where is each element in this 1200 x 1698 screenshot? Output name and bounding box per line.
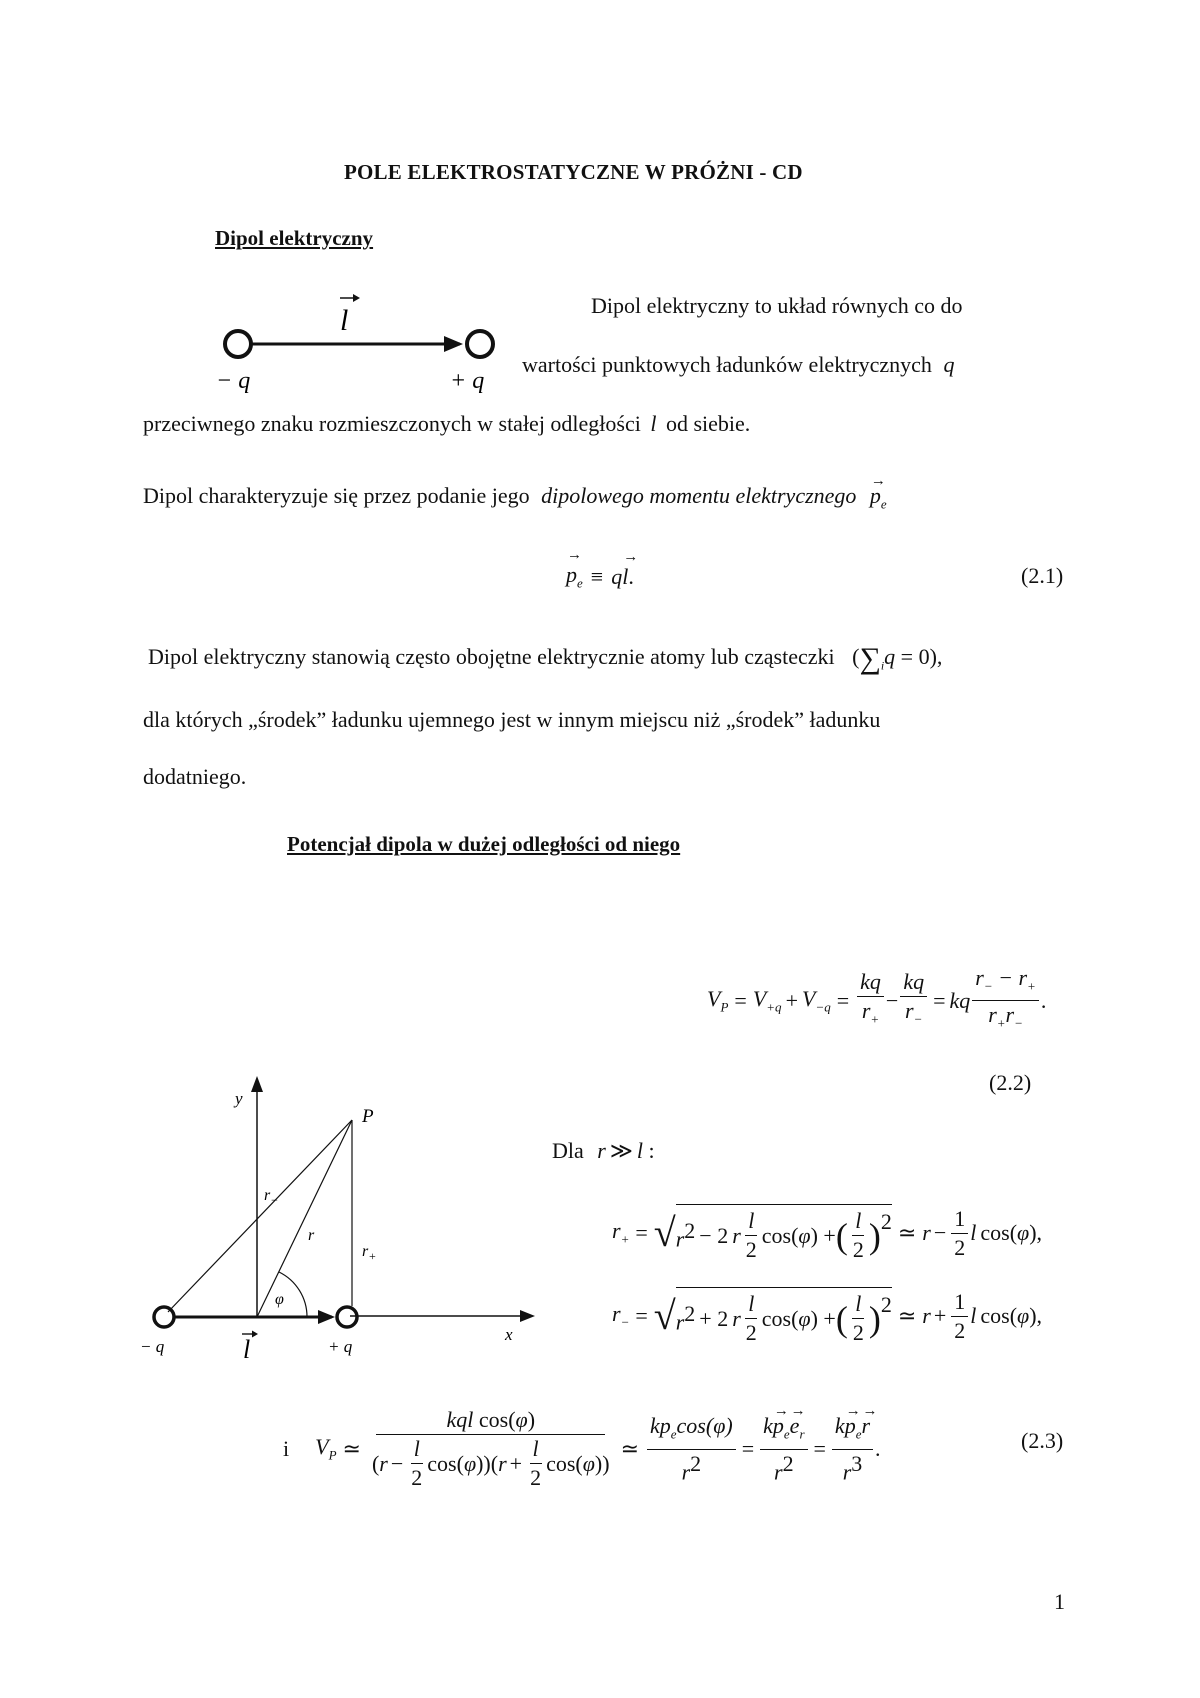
paragraph-3-line-2: dla których „środek” ładunku ujemnego jest w innym miejscu niż „środek” ładunku <box>143 707 881 732</box>
equation-2-1: → $p_e$ ≡ q→ l . <box>566 562 634 591</box>
negative-charge-circle <box>154 1307 174 1327</box>
plus-q-label: + q <box>328 1337 353 1356</box>
paragraph-2: Dipol charakteryzuje się przez podanie jego dipolowego momentu elektrycznego → $p_e$ <box>143 482 887 518</box>
page-title: POLE ELEKTROSTATYCZNE W PRÓŻNI - CD <box>344 160 803 184</box>
vector-l-label: l <box>243 1335 251 1364</box>
phi-label: φ <box>275 1291 284 1308</box>
equation-number-2-3: (2.3) <box>1021 1428 1064 1453</box>
equation-r-plus: $r_+$ = √ $r^2$ − 2 r $\frac{l}{2}$ cos( φ ) + ( $\frac{l}{2}$ ) 2 ≃ r − $\frac{1}{2}$ l cos( φ ), <box>612 1205 1043 1262</box>
paragraph-1-line-1: Dipol elektryczny to układ równych co do <box>591 293 963 318</box>
positive-charge-circle <box>337 1307 357 1327</box>
r-minus-label: $r_-$ <box>264 1187 279 1207</box>
dipole-moment-symbol: → $p_e$ <box>870 483 887 508</box>
equation-2-3: i $V_P$ ≃ kql cos(φ) ( r − $\frac{l}{2}$ cos( φ ))( r + $\frac{l}{2}$ cos( φ )) ≃ $\frac{kp_e\cos(\varphi)}{r^2}$ = $\frac{k\to p_e\to e_r}{r^2}$ = $\frac{k\to p_e\to r}{r^3}$ . <box>283 1408 881 1490</box>
equation-r-minus: $r_-$ = √ $r^2$ + 2 r $\frac{l}{2}$ cos( φ ) + ( $\frac{l}{2}$ ) 2 ≃ r + $\frac{1}{2}$ l cos( φ ), <box>612 1288 1043 1345</box>
positive-charge-circle <box>467 331 493 357</box>
x-axis-label: x <box>505 1325 513 1344</box>
q-symbol: q <box>943 352 955 377</box>
equation-prefix-i: i <box>283 1436 290 1461</box>
condition-line: Dla r ≫ l : <box>552 1138 655 1163</box>
r-plus-label: $r_+$ <box>362 1243 377 1263</box>
point-p-label: P <box>362 1106 374 1127</box>
vector-l-label: l <box>340 304 349 337</box>
paragraph-1-line-3: przeciwnego znaku rozmieszczonych w stałej odległości l od siebie. <box>143 411 751 436</box>
y-axis-arrowhead <box>251 1076 263 1092</box>
negative-charge-circle <box>225 331 251 357</box>
section-heading-potential: Potencjał dipola w dużej odległości od niego <box>287 832 681 856</box>
x-axis-arrowhead <box>520 1310 535 1322</box>
section-heading-dipole: Dipol elektryczny <box>215 226 374 250</box>
r-label: r <box>308 1227 315 1244</box>
paragraph-3-line-3: dodatniego. <box>143 764 247 789</box>
plus-q-label: + q <box>450 368 485 394</box>
minus-q-label: − q <box>216 368 251 394</box>
l-symbol: l <box>650 411 657 436</box>
paragraph-1-line-2: wartości punktowych ładunków elektrycznych q <box>522 352 955 377</box>
equation-number-2-2: (2.2) <box>989 1070 1032 1095</box>
equation-number-2-1: (2.1) <box>1021 563 1064 588</box>
dipole-figure <box>210 290 510 400</box>
y-axis-label: y <box>235 1089 243 1108</box>
equation-2-2: $V_P$ = $V_{+q}$ + $V_{-q}$ = $\frac{kq}{r_+}$ − $\frac{kq}{r_-}$ = kq $\frac{r_- - r_+}{r_+r_-}$ . <box>707 965 1047 1031</box>
dipole-moment-term: dipolowego momentu elektrycznego <box>541 483 857 508</box>
dipole-vector-arrowhead <box>444 336 463 352</box>
line-r-minus <box>168 1120 352 1312</box>
dipole-geometry-figure <box>140 1072 540 1372</box>
dipole-vector-arrowhead <box>318 1310 335 1324</box>
line-r <box>257 1120 352 1317</box>
page-number: 1 <box>1054 1589 1065 1614</box>
minus-q-label: − q <box>140 1337 165 1356</box>
paragraph-3-line-1: Dipol elektryczny stanowią często obojętne elektrycznie atomy lub cząsteczki $(\sum_iq = 0)$, <box>148 642 943 675</box>
